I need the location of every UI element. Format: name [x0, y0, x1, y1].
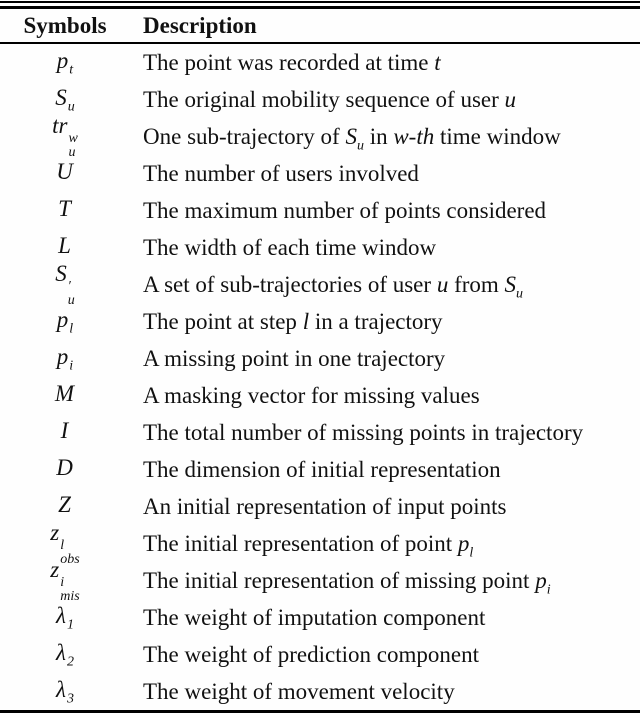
symbol-base: p	[56, 344, 69, 370]
symbol-base: λ	[56, 640, 66, 666]
symbol-base: U	[56, 159, 73, 185]
table-row	[0, 599, 640, 636]
description-text: The point was recorded at time	[143, 49, 435, 75]
symbol-inline-subscript: 1	[66, 618, 74, 634]
table-row	[0, 377, 640, 414]
symbol-cell	[0, 48, 130, 79]
bottom-rule	[0, 710, 640, 713]
table-header-row	[0, 9, 640, 42]
description-text: The initial representation of missing point	[143, 567, 536, 593]
symbol-base: λ	[56, 677, 66, 703]
description-text: in	[363, 123, 394, 149]
description-text: The maximum number of points considered	[143, 197, 547, 223]
description-cell	[143, 87, 516, 113]
symbol-cell	[0, 196, 130, 224]
table-row	[0, 451, 640, 488]
symbol-inline-subscript: t	[69, 63, 74, 79]
description-text: from	[448, 271, 505, 297]
top-rule-thin	[0, 1, 640, 3]
table-row	[0, 520, 640, 567]
symbol-cell	[0, 381, 130, 409]
symbol-cell	[0, 113, 130, 159]
symbol-subscript: mis	[60, 588, 80, 604]
description-math: p	[535, 567, 547, 593]
description-cell	[143, 420, 583, 446]
symbol-base: L	[58, 233, 71, 259]
description-cell	[143, 123, 561, 154]
description-math: p	[457, 530, 470, 556]
description-text: A masking vector for missing values	[143, 382, 480, 408]
table-row	[0, 673, 640, 710]
symbol-inline-subscript: 3	[66, 692, 74, 708]
description-text: One sub-trajectory of	[143, 123, 346, 149]
symbol-subscript: u	[68, 144, 76, 160]
description-text: A missing point in one trajectory	[143, 345, 446, 371]
description-math: u	[504, 86, 517, 112]
description-math: l	[302, 308, 310, 334]
symbol-base: p	[56, 307, 69, 333]
symbol-cell	[0, 233, 130, 261]
description-text: time window	[434, 123, 561, 149]
symbol-cell	[0, 159, 130, 187]
description-math: S	[504, 271, 517, 297]
symbol-inline-subscript: 2	[66, 655, 74, 671]
description-text: The weight of prediction component	[143, 641, 479, 667]
description-cell	[143, 346, 445, 372]
description-cell	[143, 161, 419, 187]
table-row	[0, 81, 640, 118]
description-text: The initial representation of point	[143, 530, 458, 556]
symbol-inline-subscript: l	[69, 322, 74, 338]
table-row	[0, 414, 640, 451]
symbol-scripts	[68, 280, 75, 308]
symbol-base: S	[55, 85, 67, 111]
symbol-cell	[0, 344, 130, 375]
description-text: The number of users involved	[143, 160, 419, 186]
symbol-base: I	[60, 418, 69, 444]
description-text: in a trajectory	[309, 308, 443, 334]
description-cell	[143, 605, 485, 631]
description-cell	[143, 309, 443, 335]
symbol-base: λ	[56, 603, 66, 629]
description-text: The width of each time window	[143, 234, 437, 260]
symbol-scripts	[69, 132, 78, 160]
description-cell	[143, 271, 524, 302]
symbol-cell	[0, 418, 130, 446]
symbol-base: T	[58, 196, 71, 222]
description-text: The original mobility sequence of user	[143, 86, 505, 112]
description-text: The point at step	[143, 308, 303, 334]
description-cell	[143, 457, 501, 483]
symbol-scripts	[60, 576, 79, 604]
symbol-cell	[0, 492, 130, 520]
description-text: The weight of imputation component	[143, 604, 486, 630]
symbol-base: M	[54, 381, 75, 407]
symbol-inline-subscript: i	[69, 359, 74, 375]
symbol-superscript: l	[60, 537, 65, 553]
symbol-cell	[0, 557, 130, 603]
symbol-subscript: u	[67, 292, 75, 308]
table-row	[0, 229, 640, 266]
symbol-base: D	[56, 455, 73, 481]
table-row	[0, 303, 640, 340]
description-cell	[143, 383, 480, 409]
description-math: w-th	[393, 123, 435, 149]
description-cell	[143, 235, 436, 261]
description-text: An initial representation of input points	[143, 493, 507, 519]
description-cell	[143, 642, 479, 668]
symbol-superscript: ′	[67, 278, 71, 294]
table-row	[0, 261, 640, 308]
symbol-base: Z	[58, 492, 71, 518]
description-cell	[143, 494, 506, 520]
description-math: S	[345, 123, 357, 149]
symbols-header: Symbols	[23, 12, 107, 38]
symbol-cell	[0, 677, 130, 708]
symbol-subscript: obs	[60, 551, 80, 567]
table-row	[0, 44, 640, 81]
description-math-subscript: u	[516, 286, 524, 302]
description-text: The dimension of initial representation	[143, 456, 501, 482]
table-row	[0, 155, 640, 192]
description-math-subscript: i	[546, 582, 551, 598]
symbol-cell	[0, 455, 130, 483]
symbol-inline-subscript: u	[67, 100, 75, 116]
symbol-base: z	[50, 520, 60, 546]
table-body	[0, 44, 640, 710]
symbol-base: tr	[52, 113, 68, 139]
symbol-base: z	[50, 557, 60, 583]
symbol-cell	[0, 640, 130, 671]
description-math: u	[436, 271, 449, 297]
table-row	[0, 192, 640, 229]
symbol-cell	[0, 85, 130, 116]
description-cell	[143, 679, 455, 705]
description-cell	[143, 50, 441, 76]
symbol-base: S	[55, 261, 67, 287]
table-row	[0, 488, 640, 525]
description-cell	[143, 198, 546, 224]
description-text: The total number of missing points in trajectory	[143, 419, 584, 445]
symbol-cell	[0, 603, 130, 634]
symbol-superscript: w	[68, 130, 78, 146]
table-row	[0, 340, 640, 377]
description-math-subscript: u	[356, 138, 364, 154]
table-row	[0, 113, 640, 160]
description-header: Description	[143, 12, 257, 38]
description-math-subscript: l	[469, 545, 474, 561]
symbol-superscript: i	[60, 574, 65, 590]
description-text: The weight of movement velocity	[143, 678, 455, 704]
description-cell	[143, 567, 551, 598]
symbol-cell	[0, 307, 130, 338]
description-text: A set of sub-trajectories of user	[143, 271, 437, 297]
symbol-base: p	[56, 48, 69, 74]
symbol-cell	[0, 261, 130, 307]
description-math: t	[434, 49, 441, 75]
table-row	[0, 636, 640, 673]
description-cell	[143, 530, 474, 561]
